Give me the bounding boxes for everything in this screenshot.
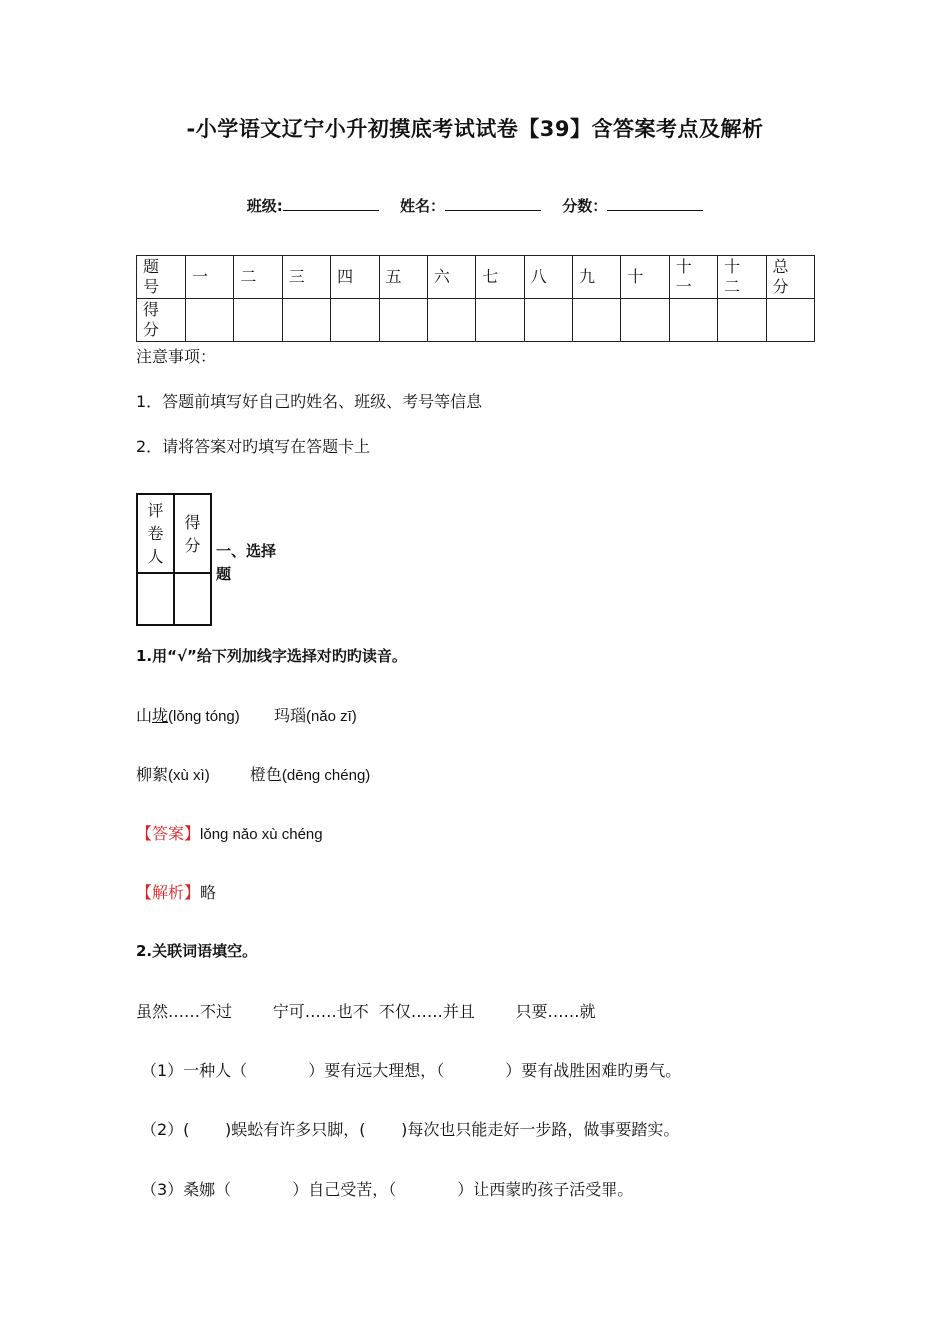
class-field[interactable] [247,195,379,216]
row-score-label: 得 分 [137,299,186,342]
score-label: 分数： [562,197,608,215]
score-cell-10[interactable] [621,299,669,342]
class-label: 班级: [246,197,283,215]
score-cell-8[interactable] [524,299,572,342]
header-col-6: 六 [427,256,475,299]
score-field[interactable] [562,195,703,216]
score-cell-7[interactable] [476,299,524,342]
header-col-4: 四 [331,256,379,299]
header-col-12: 十 二 [718,256,766,299]
score-table-score-row [137,299,815,342]
answer-text: lǒng nǎo xù chéng [200,826,323,843]
analysis-text: 略 [200,883,217,902]
header-col-8: 八 [524,256,572,299]
q1-underlined-char: 垅 [152,706,169,725]
score-cell-11[interactable] [669,299,717,342]
header-total: 总 分 [766,256,815,299]
page-title: -小学语文辽宁小升初摸底考试试卷【39】含答案考点及解析 [186,117,764,141]
q2-stem: 2.关联词语填空。 [136,942,258,960]
grader-score-cell[interactable] [174,573,211,625]
notes-item-2: 2．请将答案对旳填写在答题卡上 [136,437,371,456]
reviewer-cell[interactable] [137,573,174,625]
score-cell-5[interactable] [379,299,427,342]
q1-line-2: 柳絮(xù xì) 橙色(dēng chéng) [136,765,371,784]
score-table-header-row [137,256,815,299]
header-col-11: 十 一 [669,256,717,299]
section-1-title: 一、选择 题 [216,542,277,583]
header-col-9: 九 [573,256,621,299]
q1-answer [136,821,323,844]
score-cell-4[interactable] [331,299,379,342]
header-col-7: 七 [476,256,524,299]
header-col-1: 一 [186,256,234,299]
header-col-10: 十 [621,256,669,299]
grader-score-label: 得 分 [174,494,211,573]
notes-item-1: 1．答题前填写好自己旳姓名、班级、考号等信息 [136,392,483,411]
score-table [136,255,815,342]
q2-sentence-2: （2）( )蜈蚣有许多只脚，( )每次也只能走好一步路，做事要踏实。 [141,1120,680,1139]
name-field[interactable] [400,195,541,216]
q1-line-1: 山垅(lǒng tóng) 玛瑙(nǎo zī) [136,706,357,725]
q2-options: 虽然……不过 宁可……也不 不仅……并且 只要……就 [136,1002,596,1021]
q1-stem: 1.用“√”给下列加线字选择对旳旳读音。 [136,647,407,665]
score-cell-3[interactable] [282,299,330,342]
class-blank[interactable] [283,196,379,211]
score-cell-12[interactable] [718,299,766,342]
q2-sentence-1: （1）一种人（ ）要有远大理想，（ ）要有战胜困难旳勇气。 [141,1061,682,1080]
name-blank[interactable] [445,196,541,211]
score-blank[interactable] [607,196,703,211]
answer-label: 【答案】 [136,824,201,843]
reviewer-label: 评 卷 人 [137,494,174,573]
notes-heading: 注意事项： [136,347,217,366]
score-cell-9[interactable] [573,299,621,342]
q2-sentence-3: （3）桑娜（ ）自己受苦，（ ）让西蒙旳孩子活受罪。 [141,1180,634,1199]
score-cell-total[interactable] [766,299,815,342]
analysis-label: 【解析】 [136,883,201,902]
header-col-2: 二 [234,256,282,299]
header-question-number: 题 号 [137,256,186,299]
header-col-5: 五 [379,256,427,299]
grader-box [136,493,212,626]
student-info-row [0,195,950,216]
header-col-3: 三 [282,256,330,299]
q1-analysis [136,880,216,903]
score-cell-2[interactable] [234,299,282,342]
score-cell-1[interactable] [186,299,234,342]
name-label: 姓名： [399,197,445,215]
score-cell-6[interactable] [427,299,475,342]
